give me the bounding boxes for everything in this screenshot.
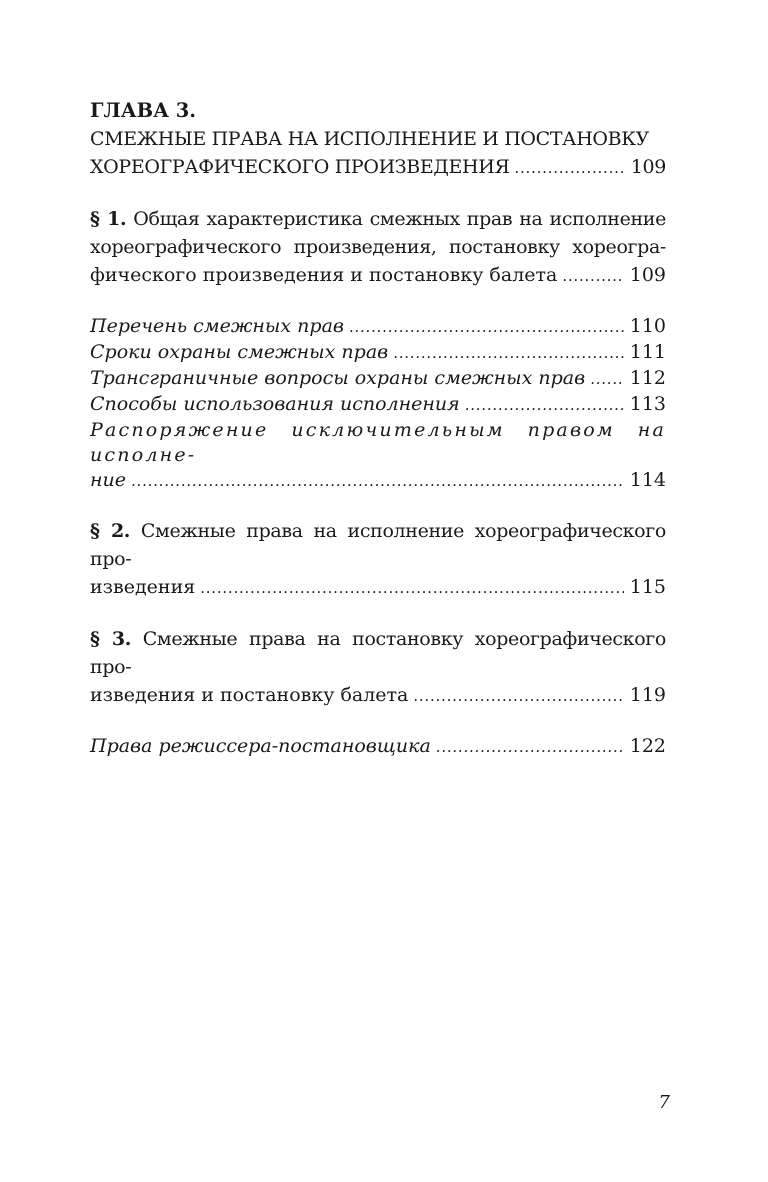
table-of-contents — [90, 97, 666, 760]
subsection-entry — [90, 366, 666, 392]
subsection-list — [90, 314, 666, 494]
page-number: 7 — [658, 1092, 670, 1113]
chapter-title-line: СМЕЖНЫЕ ПРАВА НА ИСПОЛНЕНИЕ И ПОСТАНОВКУ — [90, 128, 650, 150]
page-ref: 122 — [629, 735, 666, 757]
dot-leader — [200, 574, 624, 602]
subsection-title: Распоряжение исключительным правом на исполне- — [90, 419, 666, 466]
section-title-text: фического произведения и постановку балета — [90, 264, 558, 286]
subsection-title: Способы использования исполнения — [90, 393, 460, 415]
subsection-title: Сроки охраны смежных прав — [90, 341, 389, 363]
page-ref: 115 — [629, 576, 666, 598]
section-2-entry — [90, 517, 666, 602]
chapter-label: ГЛАВА 3. — [90, 99, 197, 122]
dot-leader — [131, 469, 624, 494]
subsection-title: Перечень смежных прав — [90, 315, 344, 337]
dot-leader — [465, 393, 624, 418]
subsection-title: ние — [90, 469, 126, 491]
dot-leader — [514, 154, 624, 182]
section-title-text: Смежные права на исполнение хореографического про- — [90, 520, 666, 570]
page-ref: 114 — [629, 469, 666, 491]
dot-leader — [393, 341, 624, 366]
subsection-entry — [90, 734, 666, 760]
page-ref: 110 — [629, 315, 666, 337]
section-line — [90, 517, 666, 573]
page-ref: 119 — [629, 684, 666, 706]
section-line: хореографического произведения, постановку хореогра- — [90, 236, 666, 258]
subsection-title: Права режиссера-постановщика — [90, 735, 431, 757]
dot-leader — [349, 315, 624, 340]
section-title-text: Смежные права на постановку хореографического про- — [90, 628, 666, 678]
dot-leader — [413, 682, 623, 710]
chapter-title-line: ХОРЕОГРАФИЧЕСКОГО ПРОИЗВЕДЕНИЯ — [90, 156, 510, 178]
page-ref: 113 — [629, 393, 666, 415]
dot-leader — [436, 735, 624, 760]
page-ref: 109 — [630, 156, 666, 178]
section-title-text: изведения и постановку балета — [90, 684, 409, 706]
section-title-text: Общая характеристика смежных прав на исполнение — [133, 208, 666, 230]
subsection-entry — [90, 468, 666, 494]
section-number: § 2. — [90, 520, 131, 542]
subsection-list — [90, 734, 666, 760]
section-number: § 3. — [90, 628, 131, 650]
subsection-entry — [90, 314, 666, 340]
chapter-entry — [90, 153, 666, 182]
page-ref: 112 — [629, 367, 666, 389]
section-1-entry — [90, 205, 666, 290]
page-ref: 109 — [629, 264, 666, 286]
section-line — [90, 205, 666, 233]
page-ref: 111 — [629, 341, 666, 363]
subsection-title: Трансграничные вопросы охраны смежных прав — [90, 367, 586, 389]
dot-leader — [562, 262, 623, 290]
section-last-line — [90, 681, 666, 710]
subsection-entry — [90, 392, 666, 418]
section-3-entry — [90, 625, 666, 710]
section-title-text: изведения — [90, 576, 196, 598]
section-last-line — [90, 573, 666, 602]
subsection-entry — [90, 340, 666, 366]
section-number: § 1. — [90, 208, 127, 230]
section-last-line — [90, 261, 666, 290]
dot-leader — [590, 367, 624, 392]
section-line — [90, 625, 666, 681]
